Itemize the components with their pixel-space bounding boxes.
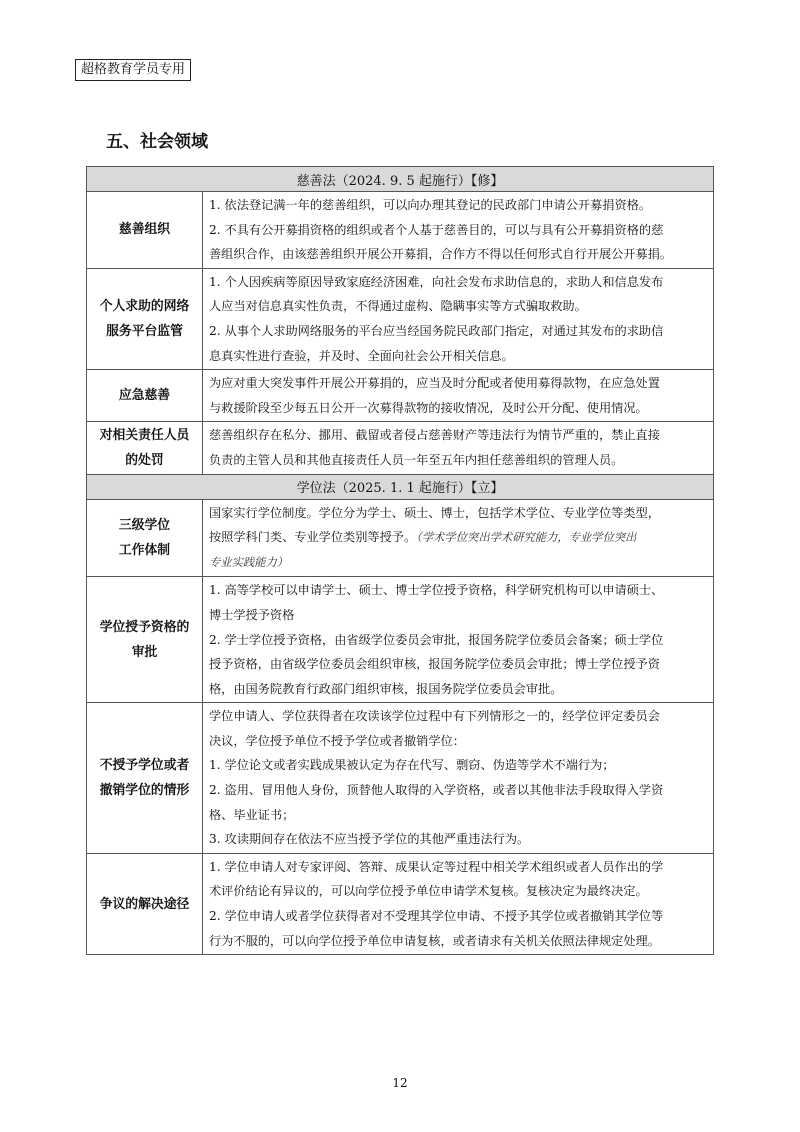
- label-line: 三级学位: [118, 517, 171, 533]
- row-content: [203, 422, 714, 474]
- header-tag: 超格教育学员专用: [75, 59, 191, 81]
- table-row: [87, 268, 714, 369]
- content-line: 格，由国务院教育行政部门组织审核，报国务院学位委员会审批。: [209, 681, 563, 696]
- note-text: （学术学位突出学术研究能力，专业学位突出: [416, 531, 637, 545]
- content-line: [209, 525, 708, 551]
- content-line: 2. 从事个人求助网络服务的平台应当经国务院民政部门指定，对通过其发布的求助信: [209, 323, 664, 338]
- row-content: [203, 703, 714, 854]
- section-title: 五、社会领域: [106, 132, 208, 152]
- label-line: 撤销学位的情形: [99, 783, 190, 799]
- label-line: 个人求助的网络: [99, 298, 190, 314]
- label-line: 争议的解决途径: [99, 896, 190, 912]
- row-label: [87, 577, 203, 703]
- content-line: 格、毕业证书；: [209, 807, 295, 822]
- label-line: 服务平台监管: [106, 323, 183, 339]
- table-row: [87, 499, 714, 577]
- table-row: [87, 577, 714, 703]
- content-line: 行为不服的，可以向学位授予单位申请复核，或者请求有关机关依照法律规定处理。: [209, 933, 660, 948]
- row-label: [87, 853, 203, 954]
- content-line: 国家实行学位制度。学位分为学士、硕士、博士，包括学术学位、专业学位等类型，: [209, 505, 660, 520]
- table-row: [87, 422, 714, 474]
- charity-law-header-row: [87, 167, 714, 192]
- content-line: 术评价结论有异议的，可以向学位授予单位申请学术复核。复核决定为最终决定。: [209, 884, 648, 899]
- row-content: [203, 577, 714, 703]
- content-line: 1. 依法登记满一年的慈善组织，可以向办理其登记的民政部门申请公开募捐资格。: [209, 198, 652, 212]
- label-line: 的处罚: [125, 452, 164, 468]
- table-row: [87, 370, 714, 422]
- degree-law-header: 学位法（2025. 1. 1 起施行）【立】: [87, 474, 714, 499]
- content-line: 2. 不具有公开募捐资格的组织或者个人基于慈善目的，可以与具有公开募捐资格的慈: [209, 222, 664, 237]
- content-line: 3. 攻读期间存在依法不应当授予学位的其他严重违法行为。: [209, 832, 530, 847]
- row-label: [87, 192, 203, 269]
- row-label: [87, 422, 203, 474]
- content-line: 慈善组织存在私分、挪用、截留或者侵占慈善财产等违法行为情节严重的，禁止直接: [209, 428, 660, 443]
- content-line: 1. 高等学校可以申请学士、硕士、博士学位授予资格，科学研究机构可以申请硕士、: [209, 583, 664, 598]
- content-line: 1. 个人因疾病等原因导致家庭经济困难，向社会发布求助信息的，求助人和信息发布: [209, 274, 664, 289]
- label-line: 对相关责任人员: [99, 427, 190, 443]
- content-line: 息真实性进行查验，并及时、全面向社会公开相关信息。: [209, 348, 514, 363]
- content-line: 授予资格，由省级学位委员会组织审核，报国务院学位委员会审批；博士学位授予资: [209, 657, 660, 672]
- content-line: 学位申请人、学位获得者在攻读该学位过程中有下列情形之一的，经学位评定委员会: [209, 709, 660, 724]
- label-line: 学位授予资格的: [99, 619, 190, 635]
- degree-law-header-row: [87, 474, 714, 499]
- law-table: [86, 166, 714, 955]
- charity-law-header: 慈善法（2024. 9. 5 起施行）【修】: [87, 167, 714, 192]
- page-number: 12: [392, 1076, 408, 1090]
- row-content: [203, 268, 714, 369]
- row-content: [203, 499, 714, 577]
- table-row: [87, 703, 714, 854]
- content-line: 博士学授予资格: [209, 607, 295, 622]
- content-line: 1. 学位申请人对专家评阅、答辩、成果认定等过程中相关学术组织或者人员作出的学: [209, 859, 664, 874]
- content-line: 1. 学位论文或者实践成果被认定为存在代写、剽窃、伪造等学术不端行为；: [209, 758, 615, 773]
- row-content: [203, 192, 714, 269]
- label-line: 应急慈善: [118, 388, 171, 404]
- content-line: 2. 盗用、冒用他人身份，顶替他人取得的入学资格，或者以其他非法手段取得入学资: [209, 783, 664, 798]
- row-label: [87, 499, 203, 577]
- label-line: 慈善组织: [118, 222, 171, 238]
- row-label: [87, 703, 203, 854]
- content-line: 为应对重大突发事件开展公开募捐的，应当及时分配或者使用募得款物，在应急处置: [209, 376, 660, 391]
- content-line: 2. 学士学位授予资格，由省级学位委员会审批，报国务院学位委员会备案；硕士学位: [209, 632, 664, 647]
- content-line: 专业实践能力）: [209, 555, 289, 569]
- content-line: 负责的主管人员和其他直接责任人员一年至五年内担任慈善组织的管理人员。: [209, 452, 624, 467]
- content-line: 人应当对信息真实性负责，不得通过虚构、隐瞒事实等方式骗取救助。: [209, 299, 587, 314]
- row-label: [87, 268, 203, 369]
- content-line: 善组织合作，由该慈善组织开展公开募捐，合作方不得以任何形式自行开展公开募捐。: [209, 247, 673, 262]
- row-label: [87, 370, 203, 422]
- label-line: 工作体制: [118, 542, 171, 558]
- content-line: 与救援阶段至少每五日公开一次募得款物的接收情况，及时公开分配、使用情况。: [209, 400, 648, 415]
- content-line: 决议，学位授予单位不授予学位或者撤销学位：: [209, 733, 465, 748]
- label-line: 不授予学位或者: [99, 758, 190, 774]
- content-text: 按照学科门类、专业学位类别等授予。: [209, 530, 417, 545]
- row-content: [203, 853, 714, 954]
- row-content: [203, 370, 714, 422]
- content-line: 2. 学位申请人或者学位获得者对不受理其学位申请、不授予其学位或者撤销其学位等: [209, 909, 664, 924]
- table-row: [87, 192, 714, 269]
- label-line: 审批: [131, 644, 158, 660]
- table-row: [87, 853, 714, 954]
